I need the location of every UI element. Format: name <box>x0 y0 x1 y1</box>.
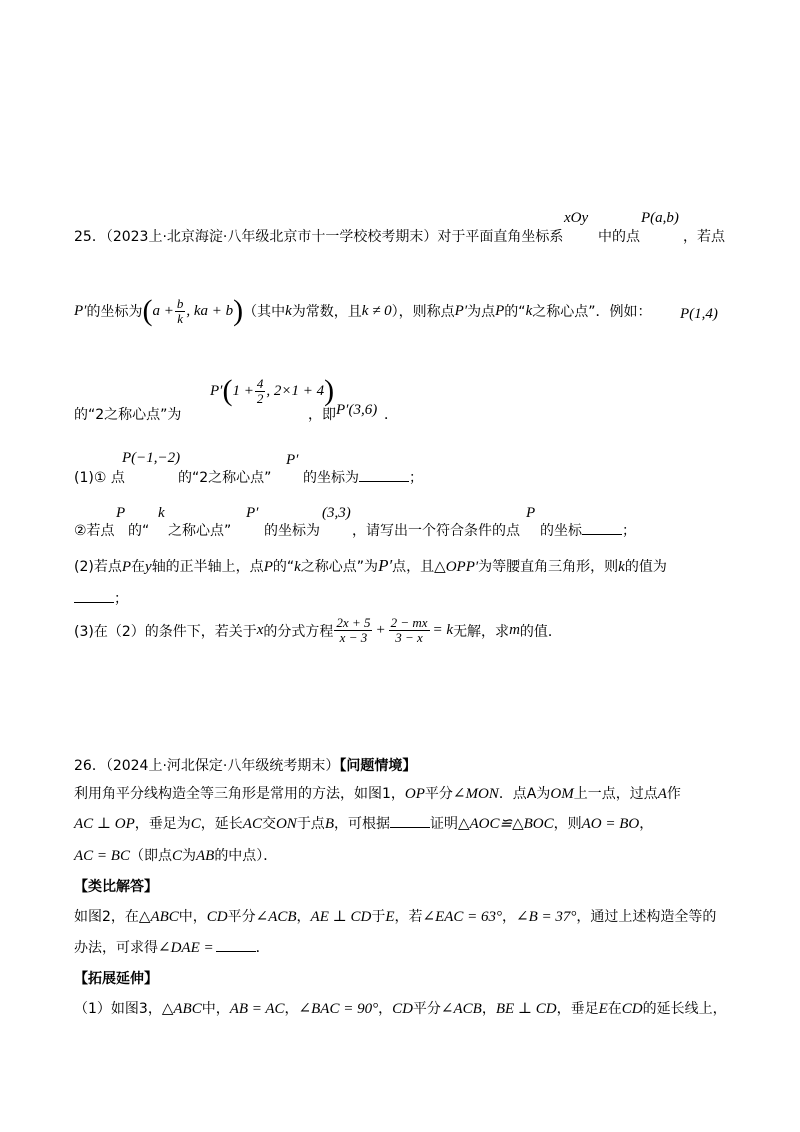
math: AB = AC <box>229 1001 285 1017</box>
text: 在 <box>131 559 146 575</box>
math: CD <box>621 1001 643 1017</box>
text: 如图2，在 <box>74 909 139 925</box>
text: 的分式方程 <box>263 623 334 640</box>
text: ，通过上述构造全等的 <box>576 909 717 925</box>
math: C <box>171 848 182 864</box>
q26-line1 <box>74 783 681 803</box>
math: CD <box>392 1001 413 1017</box>
text: 利用角平分线构造全等三角形是常用的方法，如图1， <box>74 786 405 802</box>
p-prime: P′ <box>74 302 87 319</box>
var-k: k <box>294 559 301 575</box>
text: (3)在（2）的条件下，若关于 <box>74 623 257 640</box>
q25-line3-start: 的“2之称心点”为 <box>74 407 182 423</box>
text: ， <box>378 1001 393 1017</box>
eq-num1: 2x + 5 <box>336 615 371 630</box>
text: 的坐标 <box>540 523 582 539</box>
example-result-formula: P′ ( 1 + $\frac{4}{2}$ , 2×1 + 4 ) <box>210 374 335 407</box>
text: 在 <box>607 1001 622 1017</box>
p-prime: P′ <box>454 302 468 319</box>
math: △ABC <box>138 909 179 925</box>
math: AO = BO <box>581 816 640 832</box>
math: C <box>190 816 201 832</box>
var-k: k <box>525 302 533 319</box>
q26-line6 <box>74 937 270 957</box>
text: 中， <box>178 909 207 925</box>
text: ， <box>502 909 517 925</box>
text: 之称心点”．例如： <box>532 304 652 320</box>
eq-den2: 3 − x <box>395 630 423 645</box>
p-prime: P′ <box>286 452 299 468</box>
text: 于点 <box>296 816 325 832</box>
var-k: k <box>158 505 165 521</box>
var-p: P <box>526 505 536 521</box>
sub3-line <box>74 616 562 645</box>
text: (2)若点 <box>74 559 122 575</box>
text: 办法，可求得 <box>74 940 158 956</box>
text: （即点 <box>129 848 172 864</box>
section-tag: 【类比解答】 <box>74 879 158 895</box>
math: △AOC≌△BOC <box>457 816 554 832</box>
answer-line-1 <box>303 467 423 487</box>
var-m: m <box>509 622 520 638</box>
answer-line-2 <box>540 520 636 540</box>
text: ，垂足 <box>556 1001 599 1017</box>
question-source: （2023上·北京海淀·八年级北京市十一学校校考期末）对于平面直角坐标系 <box>105 229 564 245</box>
answer-blank[interactable] <box>216 951 256 952</box>
fraction-equation: $\frac{2x + 5}{x - 3}$ + $\frac{2 - mx}{3 - x}$ = k <box>336 615 454 645</box>
text: 的值． <box>519 623 562 640</box>
text: 交 <box>261 816 276 832</box>
section-tag: 【问题情境】 <box>339 758 417 774</box>
math: ∠EAC = 63° <box>422 909 503 925</box>
text: 为常数，且 <box>291 304 362 320</box>
point-p-ab: P(a,b) <box>641 210 679 226</box>
math: E <box>385 909 395 925</box>
text: ，可根据 <box>333 816 390 832</box>
math: ∠BAC = 90° <box>298 1001 379 1017</box>
text: ），则称点 <box>391 304 455 320</box>
math: E <box>598 1001 608 1017</box>
q26-header <box>74 755 416 775</box>
math: CD <box>206 909 228 925</box>
q25-line1-tail: ，若点 <box>683 229 725 245</box>
math: AC <box>242 816 262 832</box>
text: ，延长 <box>200 816 243 832</box>
text: ． <box>255 940 270 956</box>
var-p: P <box>495 302 505 319</box>
sub1-1-start: (1)① 点 <box>74 470 125 486</box>
text: 平分 <box>412 1001 441 1017</box>
math: A <box>657 786 667 802</box>
text: 之称心点” <box>168 523 232 539</box>
coordinate-system-name: xOy <box>564 210 589 226</box>
answer-line-3 <box>74 588 128 608</box>
answer-blank[interactable] <box>74 602 114 603</box>
text: 的延长线上， <box>642 1001 727 1017</box>
var-p: P <box>121 559 132 575</box>
text: ②若点 <box>74 523 115 539</box>
q25-line1-mid: 中的点 <box>598 229 640 245</box>
math: ∠ACB <box>255 909 297 925</box>
coord-33: (3,3) <box>322 505 351 521</box>
text: ，则 <box>553 816 582 832</box>
math: AC = BC <box>74 848 130 864</box>
question-number: 26． <box>74 758 106 774</box>
var-p: P <box>116 505 126 521</box>
text: 为点 <box>467 304 496 320</box>
math: ∠ACB <box>440 1001 482 1017</box>
text: 的“ <box>504 304 526 320</box>
text: 的坐标为 <box>303 470 359 486</box>
q26-line2 <box>74 813 653 833</box>
math: △ABC <box>161 1001 202 1017</box>
answer-blank[interactable] <box>390 827 430 828</box>
math: AE ⊥ CD <box>310 909 372 925</box>
math: BE ⊥ CD <box>495 1001 557 1017</box>
math: ON <box>275 816 297 832</box>
var-k: k <box>618 559 625 575</box>
math: ∠DAE = <box>158 940 214 956</box>
text: 之称心点”为 <box>300 559 379 575</box>
question-source: （2024上·河北保定·八年级统考期末） <box>105 758 340 774</box>
var-y: y <box>145 559 152 575</box>
q25-line1-start <box>74 226 563 246</box>
example-point: P(1,4) <box>680 306 718 322</box>
text: 中， <box>201 1001 230 1017</box>
text: 的坐标为 <box>264 523 320 539</box>
text: 的中点）． <box>214 848 278 864</box>
var-k: k <box>285 302 292 319</box>
text: 为等腰直角三角形，则 <box>478 559 619 575</box>
point-p-neg: P(−1,−2) <box>122 450 181 466</box>
math: AB <box>195 848 215 864</box>
answer-blank[interactable] <box>359 481 409 482</box>
math: OM <box>550 786 574 802</box>
text: 平分 <box>227 909 256 925</box>
text: 上一点，过点 <box>573 786 658 802</box>
p-prime: P′ <box>378 556 393 575</box>
eq-den1: x − 3 <box>339 630 368 645</box>
q25-line3-mid: ，即 <box>308 407 336 423</box>
text: ； <box>409 470 423 486</box>
question-number: 25． <box>74 229 106 245</box>
q26-line5 <box>74 906 716 926</box>
text: 的坐标为 <box>86 304 143 320</box>
text: ， <box>296 909 311 925</box>
text: 于 <box>371 909 386 925</box>
text: ， <box>639 816 654 832</box>
triangle-opp: △OPP′ <box>434 559 479 575</box>
text: 为 <box>181 848 196 864</box>
section-tag: 【拓展延伸】 <box>74 971 158 987</box>
var-p: P <box>263 559 273 575</box>
text: 作 <box>666 786 681 802</box>
text: 的“ <box>272 559 295 575</box>
q26-line3 <box>74 845 277 865</box>
math: B <box>324 816 334 832</box>
text: 轴的正半轴上，点 <box>151 559 264 575</box>
math: ∠MON <box>452 786 499 802</box>
text: ， <box>284 1001 299 1017</box>
text: 无解，求 <box>453 623 510 640</box>
math: AC ⊥ OP <box>74 816 135 832</box>
q25-line2 <box>74 296 652 326</box>
text: 的“ <box>128 523 150 539</box>
eq-rhs: = k <box>432 622 454 638</box>
text: 平分 <box>424 786 453 802</box>
example-result: P′(3,6) <box>336 402 378 418</box>
eq-num2: 2 − mx <box>390 615 428 630</box>
text: ，请写出一个符合条件的点 <box>352 523 520 539</box>
p-prime: P′ <box>246 505 259 521</box>
var-x: x <box>256 622 264 638</box>
math: ∠B = 37° <box>516 909 577 925</box>
q26-line8 <box>74 998 727 1018</box>
text: ． <box>384 407 398 423</box>
text: ； <box>114 591 128 607</box>
text: ，若 <box>394 909 423 925</box>
sub2-line <box>74 556 667 576</box>
text: 的“2之称心点” <box>178 470 272 486</box>
text: ．点A为 <box>498 786 551 802</box>
text: 的值为 <box>624 559 667 575</box>
text: 点，且 <box>392 559 435 575</box>
text: 证明 <box>429 816 458 832</box>
answer-blank[interactable] <box>582 534 622 535</box>
text: ； <box>622 523 636 539</box>
math: OP <box>404 786 425 802</box>
text: （其中 <box>243 304 286 320</box>
text: ， <box>481 1001 496 1017</box>
k-center-formula: ( a + $\frac{b}{k}$ , ka + b ) <box>142 294 244 327</box>
text: ，垂足为 <box>134 816 191 832</box>
text: （1）如图3， <box>74 1001 162 1017</box>
k-not-zero: k ≠ 0 <box>361 302 392 319</box>
